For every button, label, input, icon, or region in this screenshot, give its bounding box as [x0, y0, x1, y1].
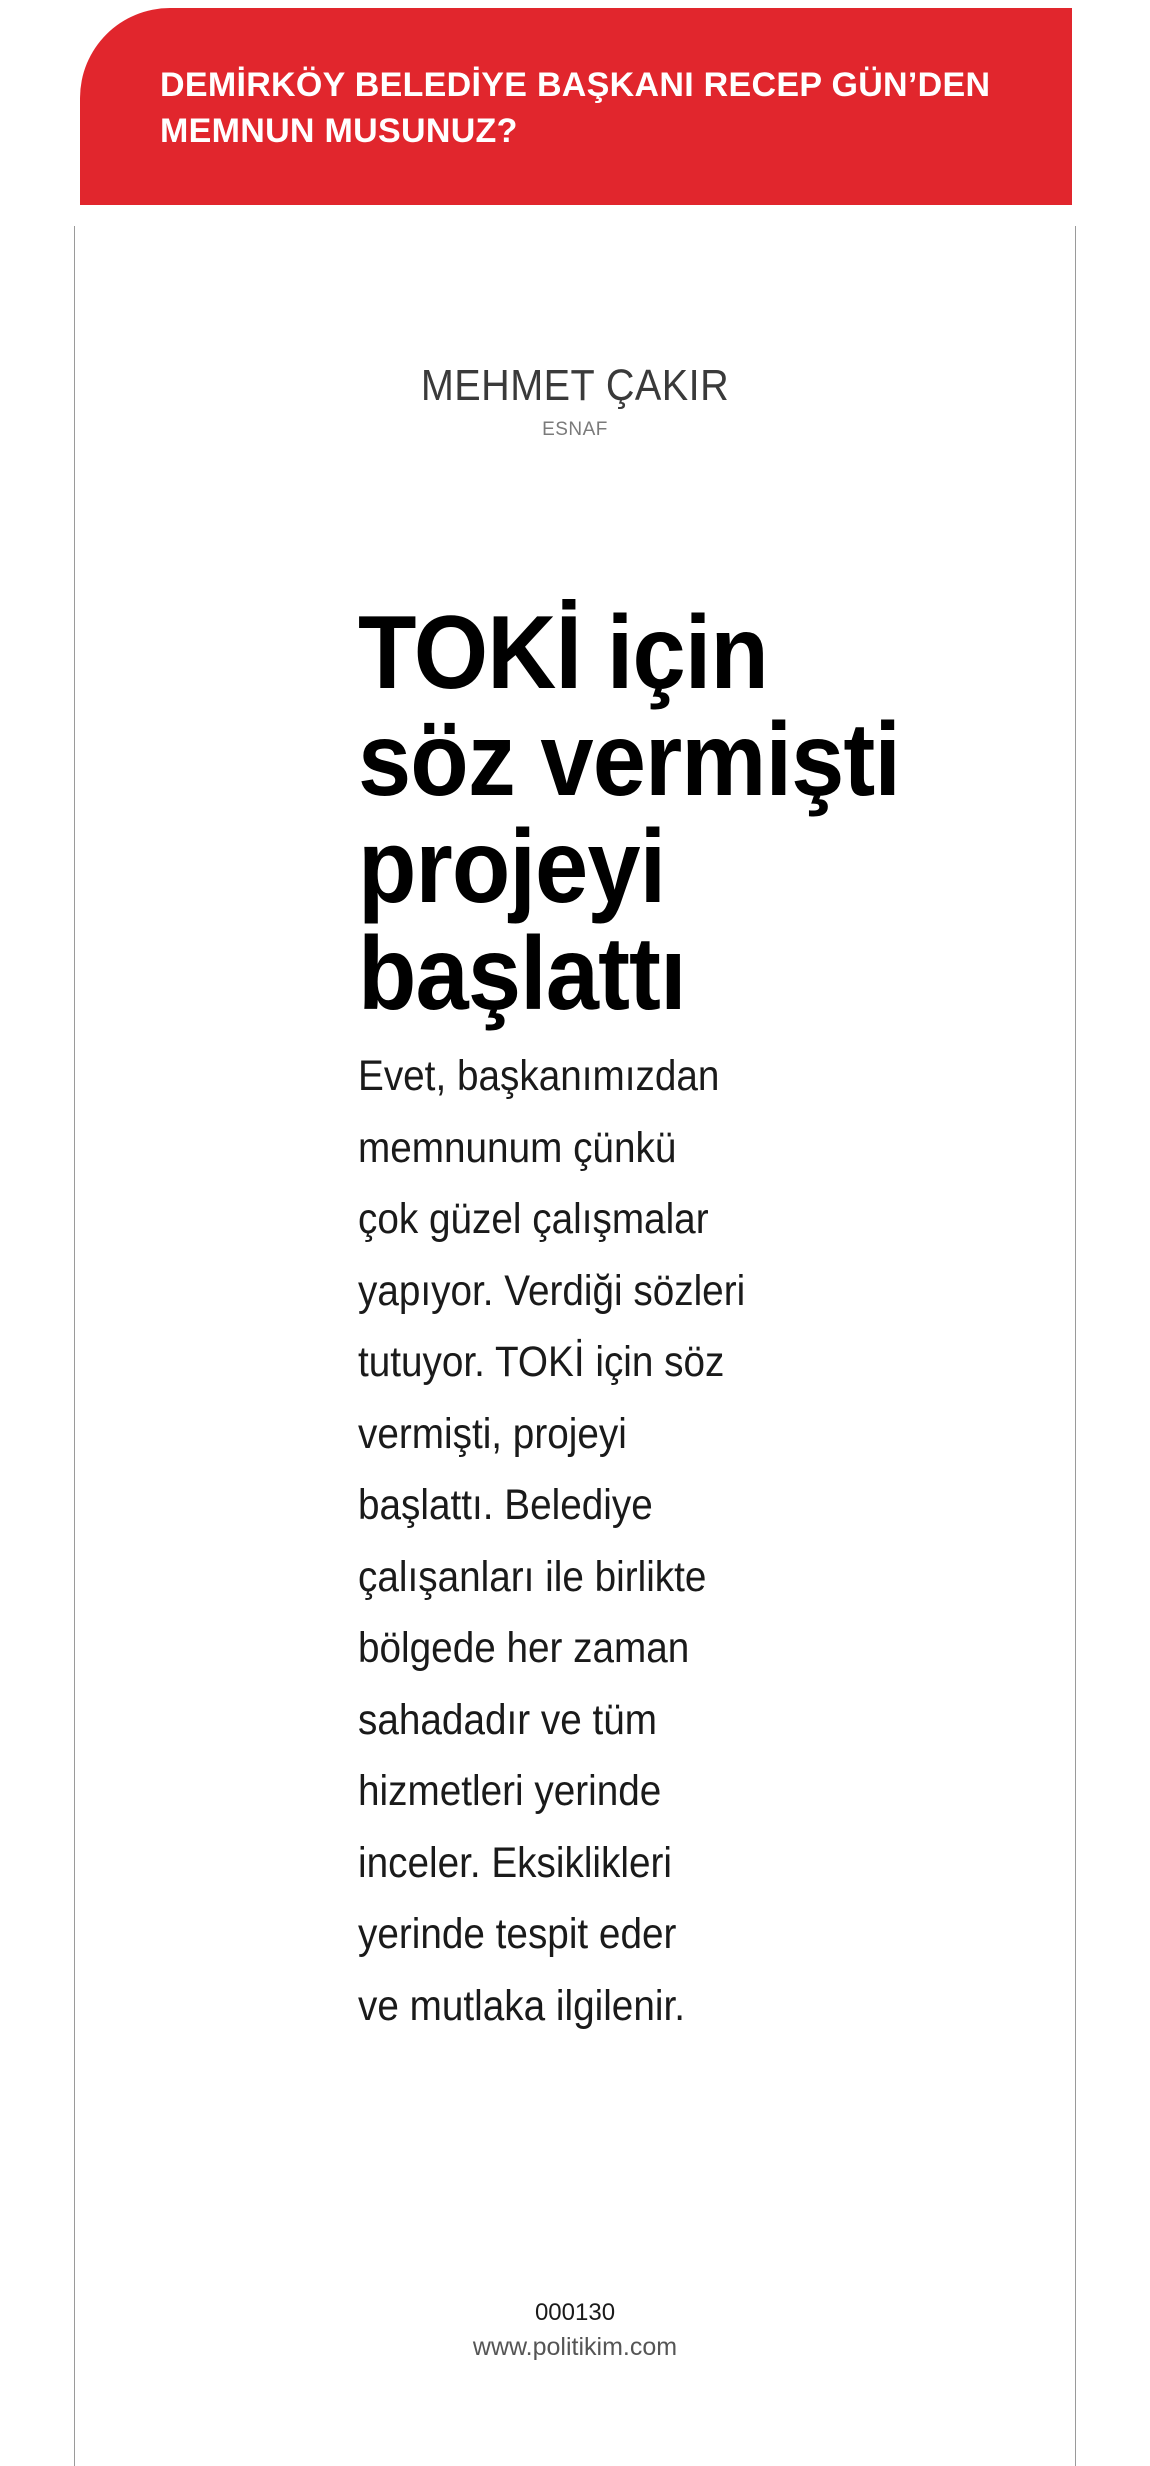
page-number: 000130 — [534, 2299, 616, 2326]
person-name: MEHMET ÇAKIR — [420, 361, 730, 410]
body-line-3: çok güzel çalışmalar — [358, 1195, 709, 1243]
banner-title-line-2: MEMNUN MUSUNUZ? — [160, 112, 518, 150]
body-line-4: yapıyor. Verdiği sözleri — [358, 1266, 746, 1315]
body-line-7: başlattı. Belediye — [358, 1481, 653, 1529]
body-line-10: sahadadır ve tüm — [358, 1695, 658, 1744]
headline-line-2: söz vermişti — [358, 702, 901, 818]
headline-line-1: TOKİ için — [358, 595, 768, 711]
body-text — [358, 1041, 754, 2042]
body-line-9: bölgede her zaman — [358, 1624, 690, 1672]
banner-title — [160, 62, 1040, 154]
body-line-2: memnunum çünkü — [358, 1123, 677, 1172]
banner-title-line-1: DEMİRKÖY BELEDİYE BAŞKANI RECEP GÜN’DEN — [160, 66, 991, 104]
body-line-6: vermişti, projeyi — [358, 1409, 627, 1458]
body-line-12: inceler. Eksiklikleri — [358, 1838, 672, 1887]
body-line-1: Evet, başkanımızdan — [358, 1052, 720, 1100]
body-line-13: yerinde tespit eder — [358, 1910, 677, 1958]
body-line-5: tutuyor. TOKİ için söz — [358, 1338, 725, 1386]
headline — [358, 595, 947, 1032]
headline-line-3: projeyi — [358, 809, 666, 925]
body-line-11: hizmetleri yerinde — [358, 1767, 662, 1815]
headline-line-4: başlattı — [358, 916, 686, 1032]
person-role: ESNAF — [542, 419, 608, 440]
body-line-14: ve mutlaka ilgilenir. — [358, 1981, 685, 2030]
body-line-8: çalışanları ile birlikte — [358, 1552, 707, 1601]
header-banner — [80, 8, 1072, 205]
website-url: www.politikim.com — [472, 2333, 678, 2361]
